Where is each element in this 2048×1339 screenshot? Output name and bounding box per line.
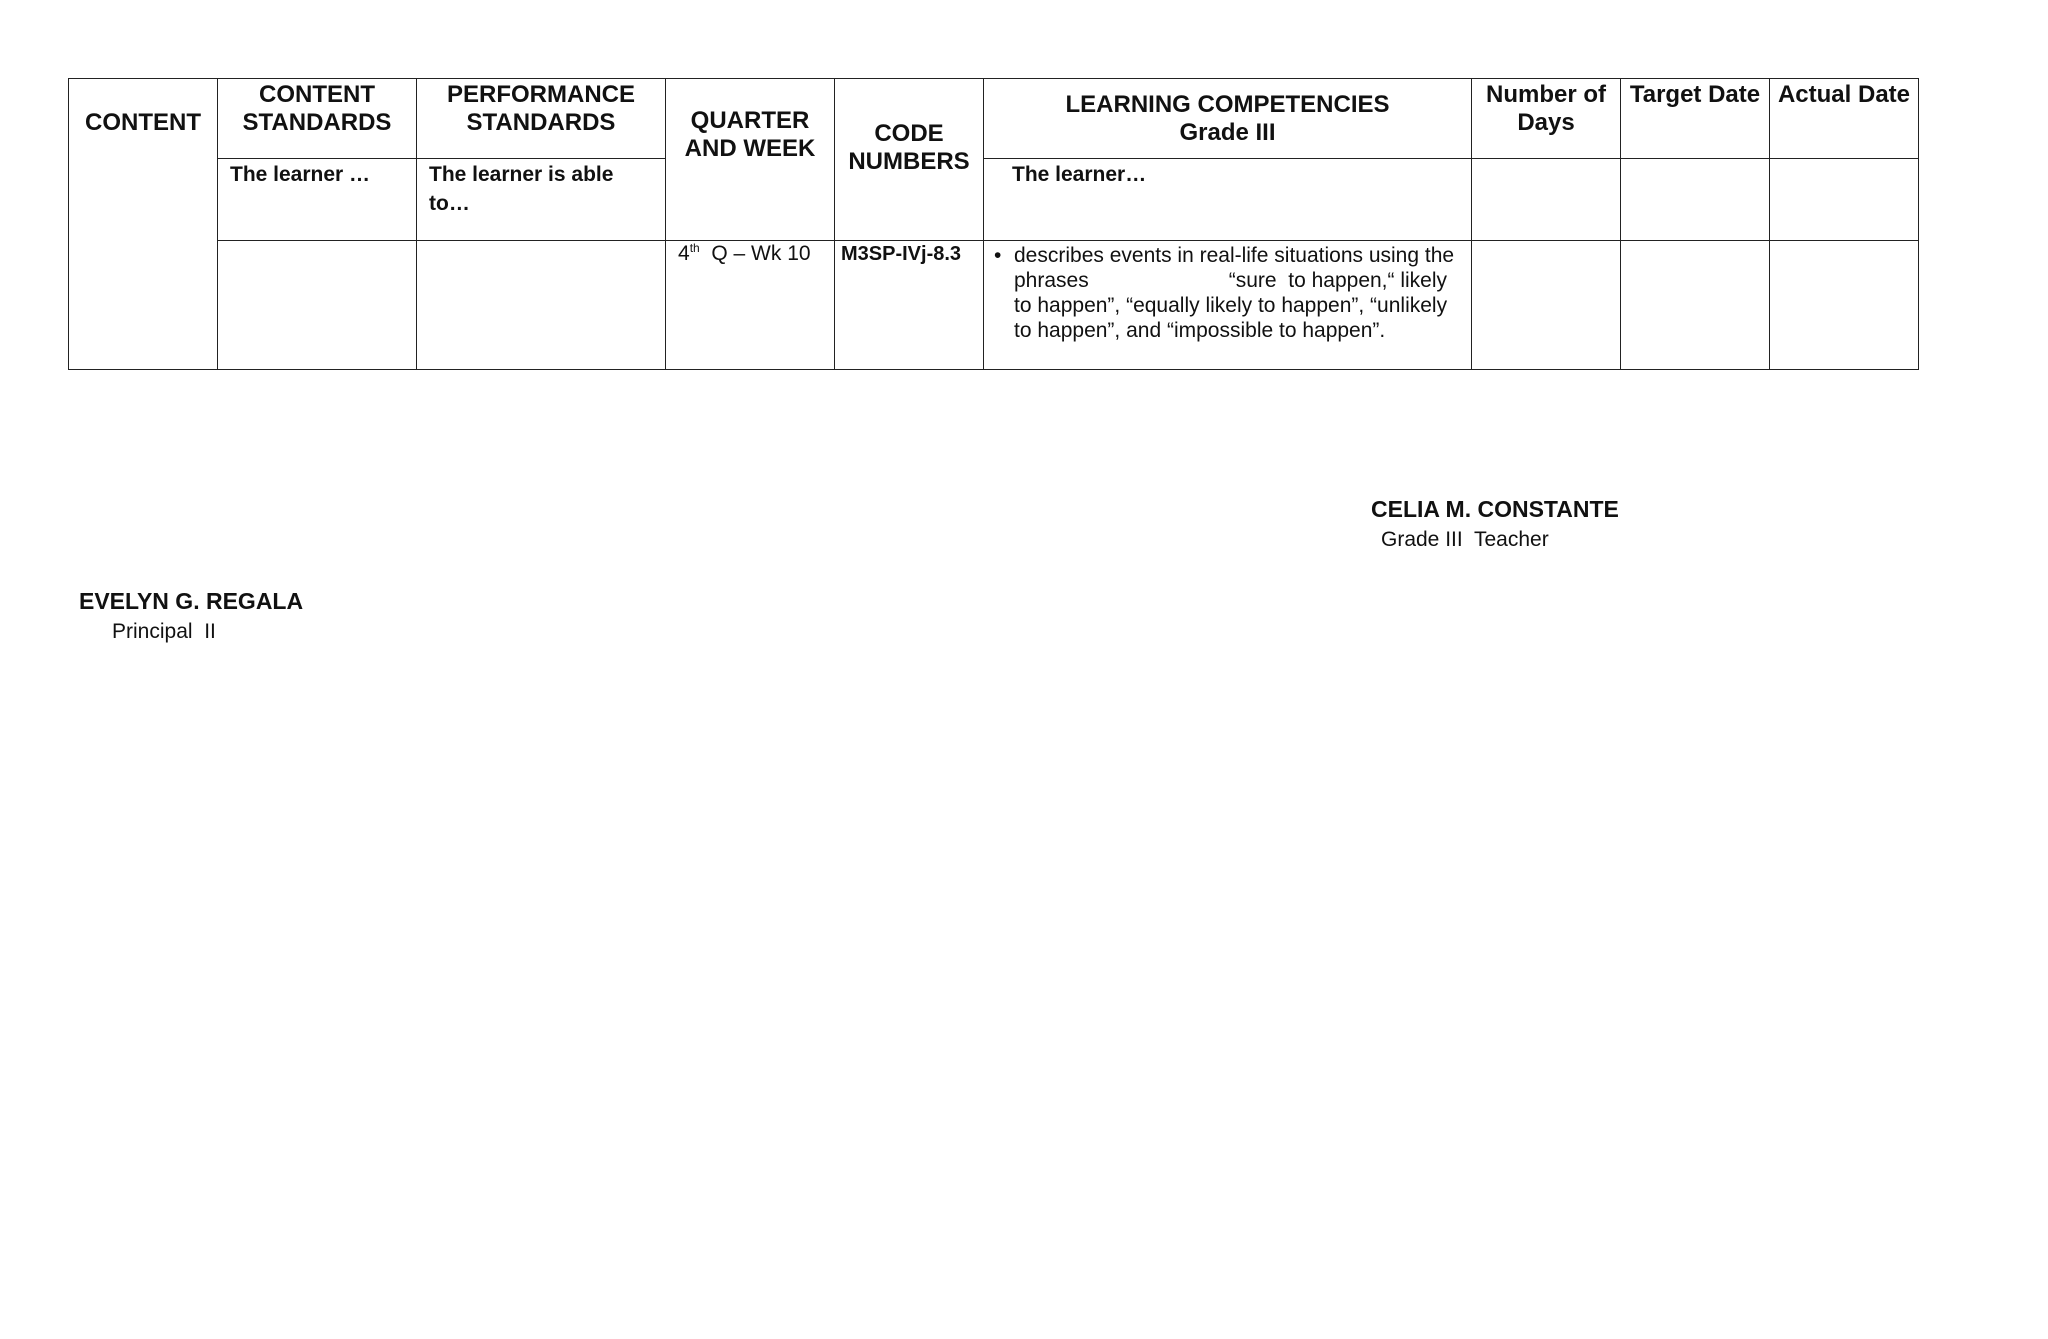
- header-content: CONTENT: [69, 79, 218, 370]
- subheader-learning-competencies: The learner…: [984, 159, 1472, 241]
- quarter-number: 4: [678, 242, 690, 265]
- cell-actual-date: [1770, 241, 1919, 370]
- header-code-numbers: CODE NUMBERS: [835, 79, 984, 241]
- header-learning-competencies: [984, 79, 1472, 159]
- principal-role: Principal II: [112, 620, 216, 643]
- learning-competencies-title: LEARNING COMPETENCIES: [1065, 90, 1390, 118]
- bullet-icon: •: [994, 244, 1002, 267]
- cell-target-date: [1621, 241, 1770, 370]
- header-quarter-week: QUARTER AND WEEK: [666, 79, 835, 241]
- competency-text: describes events in real-life situations using the phrases “sure to happen,“ likely to happen”, “equally likely to happen”, “unlikely to happen”, and “impossible to happen”.: [1014, 244, 1460, 342]
- cell-content-standards: [218, 241, 417, 370]
- curriculum-table: [68, 78, 1919, 370]
- header-number-of-days: Number of Days: [1472, 79, 1621, 159]
- header-actual-date: Actual Date: [1770, 79, 1919, 159]
- cell-performance-standards: [417, 241, 666, 370]
- header-target-date: Target Date: [1621, 79, 1770, 159]
- cell-learning-competency: [984, 241, 1472, 370]
- subheader-performance-standards: The learner is able to…: [417, 159, 666, 241]
- subheader-target-date: [1621, 159, 1770, 241]
- cell-code-number: M3SP-IVj-8.3: [835, 241, 984, 370]
- quarter-suffix: th: [689, 241, 700, 255]
- teacher-name: CELIA M. CONSTANTE: [1371, 496, 1619, 522]
- cell-number-of-days: [1472, 241, 1621, 370]
- cell-quarter-week: [666, 241, 835, 370]
- subheader-actual-date: [1770, 159, 1919, 241]
- principal-name: EVELYN G. REGALA: [79, 588, 304, 614]
- quarter-week-text: Q – Wk 10: [711, 242, 811, 265]
- header-performance-standards: PERFORMANCE STANDARDS: [417, 79, 666, 159]
- learning-competencies-grade: Grade III: [1179, 118, 1276, 146]
- subheader-number-of-days: [1472, 159, 1621, 241]
- teacher-role: Grade III Teacher: [1381, 528, 1549, 551]
- table-row: [69, 241, 1919, 370]
- header-content-standards: CONTENT STANDARDS: [218, 79, 417, 159]
- subheader-content-standards: The learner …: [218, 159, 417, 241]
